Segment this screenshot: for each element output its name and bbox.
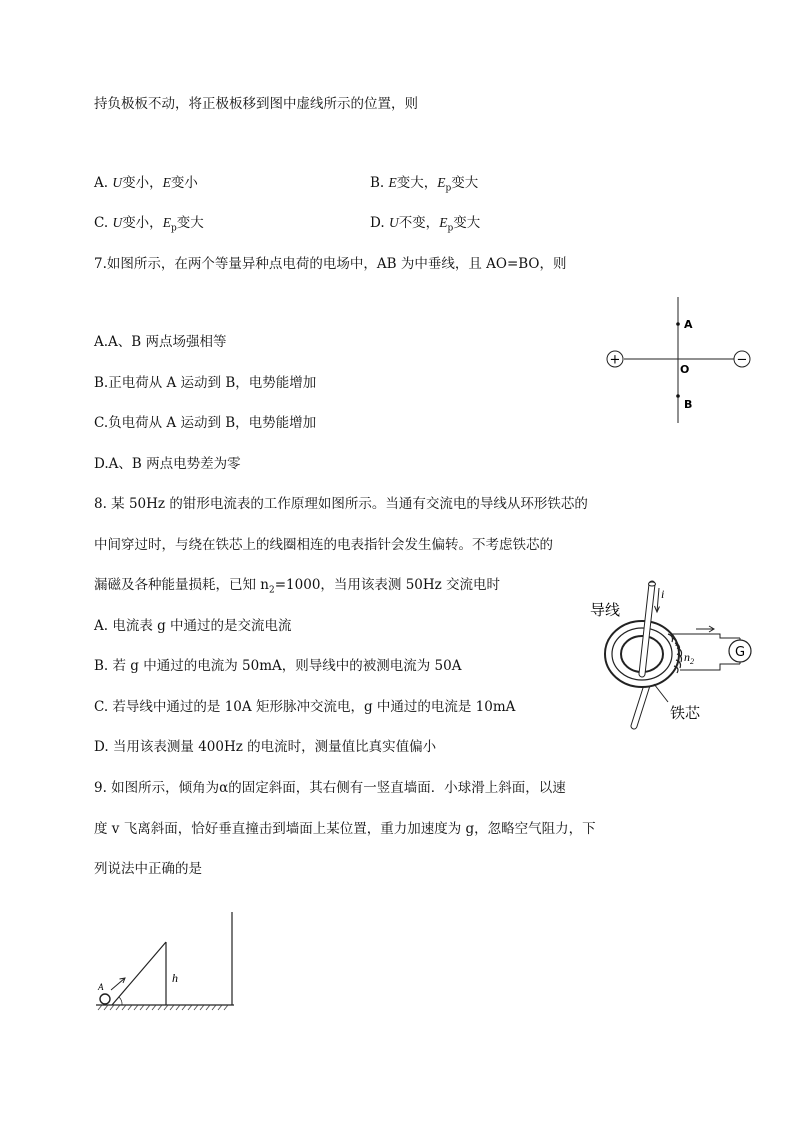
q9-stem-line-3: 列说法中正确的是 xyxy=(94,861,202,877)
core-label: 铁芯 xyxy=(670,704,701,722)
wire-label: 导线 xyxy=(590,601,621,619)
q9-stem-line-1: 9. 如图所示，倾角为α的固定斜面，其右侧有一竖直墙面．小球滑上斜面，以速 xyxy=(94,780,566,796)
q6-option-b: B. E变大，$E_p$变大 xyxy=(370,175,479,194)
q6-stem: 持负极板不动，将正极板移到图中虚线所示的位置，则 xyxy=(94,96,418,112)
q8-clamp-meter-figure xyxy=(590,578,760,733)
height-label: h xyxy=(172,971,178,985)
label-o: O xyxy=(680,363,690,376)
label-a: A xyxy=(684,318,693,331)
current-label: i xyxy=(661,587,665,601)
q8-option-a: A. 电流表 g 中通过的是交流电流 xyxy=(94,618,292,634)
q9-incline-figure xyxy=(94,910,244,1015)
q9-stem-line-2: 度 v 飞离斜面，恰好垂直撞击到墙面上某位置，重力加速度为 g，忽略空气阻力，下 xyxy=(94,821,596,837)
q7-option-a: A.A、B 两点场强相等 xyxy=(94,334,227,350)
core-pointer xyxy=(654,684,668,702)
q8-option-b: B. 若 g 中通过的电流为 50mA，则导线中的被测电流为 50A xyxy=(94,658,462,674)
plus-sign: + xyxy=(609,352,621,368)
coil-label: $n_2$ xyxy=(684,650,694,666)
q7-option-d: D.A、B 两点电势差为零 xyxy=(94,456,241,472)
ball xyxy=(100,994,110,1004)
velocity-arrow xyxy=(111,978,125,990)
q7-stem: 7.如图所示，在两个等量异种点电荷的电场中，AB 为中垂线，且 AO=BO，则 xyxy=(94,256,567,272)
minus-sign: − xyxy=(736,352,748,368)
q6-option-a: A. U变小，E变小 xyxy=(94,175,198,191)
q8-stem-line-3: 漏磁及各种能量损耗，已知 $n_2=1000$，当用该表测 50Hz 交流电时 xyxy=(94,577,501,596)
ground-hatch xyxy=(98,1005,228,1010)
q6-option-d: D. U不变，$E_p$变大 xyxy=(370,215,481,234)
ball-label: A xyxy=(98,982,104,992)
angle-arc xyxy=(119,997,122,1005)
point-b xyxy=(676,394,680,398)
q8-option-c: C. 若导线中通过的是 10A 矩形脉冲交流电，g 中通过的电流是 10mA xyxy=(94,699,516,715)
label-b: B xyxy=(684,398,693,411)
galvanometer-label: G xyxy=(734,645,746,660)
q7-option-c: C.负电荷从 A 运动到 B，电势能增加 xyxy=(94,415,317,431)
q8-option-d: D. 当用该表测量 400Hz 的电流时，测量值比真实值偏小 xyxy=(94,739,437,755)
q7-option-b: B.正电荷从 A 运动到 B，电势能增加 xyxy=(94,375,317,391)
incline-slope xyxy=(112,942,166,1005)
q8-stem-line-2: 中间穿过时，与绕在铁芯上的线圈相连的电表指针会发生偏转。不考虑铁芯的 xyxy=(94,537,553,553)
q7-charge-figure xyxy=(600,295,760,425)
q6-option-c: C. U变小，$E_p$变大 xyxy=(94,215,204,234)
point-a xyxy=(676,322,680,326)
q8-stem-line-1: 8. 某 50Hz 的钳形电流表的工作原理如图所示。当通有交流电的导线从环形铁芯的 xyxy=(94,496,588,512)
